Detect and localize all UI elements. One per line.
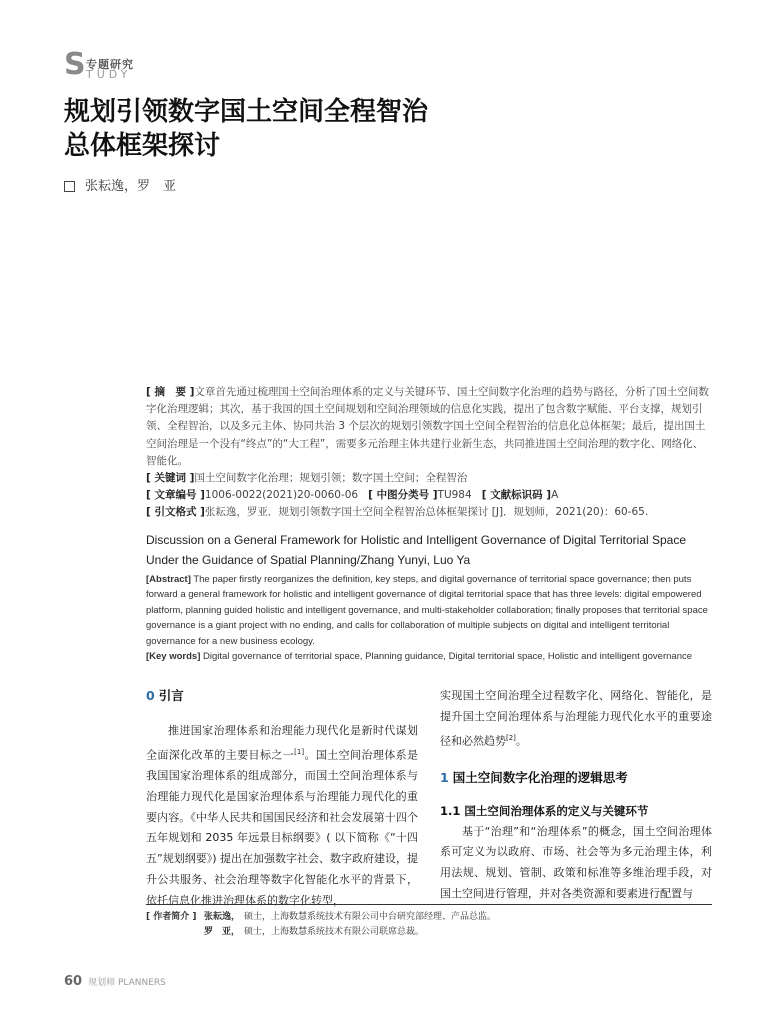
intro-text-c: 实现国土空间治理全过程数字化、网络化、智能化，是提升国土空间治理体系与治理能力现代化水平的重要途径和必然趋势 [440,689,712,748]
section-logo-en: TUDY [86,68,132,81]
square-bullet-icon [64,181,75,192]
abstract-label: [ 摘 要 ] [146,386,195,398]
clc: TU984 [437,489,472,502]
english-title: Discussion on a General Framework for Holistic and Intelligent Governance of Digital Territorial Space Under the Guidance of Spatial Planning/Zhang Yunyi, Luo Ya [146,533,687,567]
intro-text-a: 推进国家治理体系和治理能力现代化是新时代谋划全面深化改革的主要目标之一 [146,723,418,762]
footnote-author2-name: 罗 亚， [204,927,241,937]
footnote-label: [ 作者简介 ] [146,912,197,922]
section-logo [64,47,144,82]
page-footer [64,974,166,989]
article-no-label: [ 文章编号 ] [146,489,205,502]
authors-line [64,175,176,194]
footnote-line-1 [146,910,712,925]
section-0-number: 0 [146,688,155,703]
body-column-left [146,686,418,912]
keywords-paragraph [146,470,712,487]
english-abstract-paragraph [146,572,712,649]
journal-name: 规划师 PLANNERS [88,978,166,988]
english-keywords-label: [Key words] [146,651,201,663]
cite-text: 张耘逸，罗亚．规划引领数字国土空间全程智治总体框架探讨 [J]．规划师，2021(20)：60-65. [204,506,649,519]
clc-label: [ 中图分类号 ] [368,489,438,502]
cite-label: [ 引文格式 ] [146,506,205,519]
english-abstract-text: The paper firstly reorganizes the definition, key steps, and digital governance of territorial space governance; then puts forward a general framework for holistic and intelligent governance of digital territorial space that has three levels: digital empowered platform, planning guided holistic and intelligent governance, and multi-stakeholder collaboration; finally proposes that territorial space governance is a giant project with no ending, and calls for collaboration of multiple subjects on digital and intelligent territorial governance for a new business ecology. [146,574,708,647]
english-keywords-text: Digital governance of territorial space, Planning guidance, Digital territorial space, Holistic and intelligent governance [203,651,693,663]
keywords-label: [ 关键词 ] [146,472,195,485]
footnote-author1-text: 硕士，上海数慧系统技术有限公司中台研究部经理、产品总监。 [244,912,497,922]
section-0-heading [146,686,418,707]
page-number: 60 [64,974,83,989]
article-meta-paragraph [146,487,712,504]
ref-1: [1] [294,747,305,756]
intro-paragraph [146,721,418,912]
cite-paragraph [146,504,712,521]
intro-text-b: 。国土空间治理体系是我国国家治理体系的组成部分，而国土空间治理体系与治理能力现代化是国家治理体系与治理能力现代化的重要内容。《中华人民共和国国民经济和社会发展第十四个五年规划和 2035 年远景目标纲要》( 以下简称《“十四五”规划纲要》) 提出在加强数字社会、数字政府建设，提升公共服务、社会治理等数字化智能化水平的背景下，依托信息化推进治理体系的数字化转型， [146,748,419,907]
section-1-1-heading: 1.1 国土空间治理体系的定义与关键环节 [440,803,649,818]
english-keywords-paragraph [146,649,712,664]
abstract-text: 文章首先通过梳理国土空间治理体系的定义与关键环节、国土空间数字化治理的趋势与路径，分析了国土空间数字化治理逻辑；其次，基于我国的国土空间规划和空间治理领域的信息化实践，提出了包含数字赋能、平台支撑，规划引领、全程智治，以及多元主体、协同共治 3 个层次的规划引领数字国土空间全程智治的信息化总体框架；最后，提出国土空间治理是一个没有“终点”的“大工程”，需要多元治理主体共建行业新生态，共同推进国土空间治理的数字化、网络化、智能化。 [146,386,709,467]
section-1-number: 1 [440,770,449,786]
english-abstract [146,572,712,664]
doc-code-label: [ 文献标识码 ] [481,489,552,502]
abstract-cn [146,384,712,522]
author-bio-footnote [146,910,712,940]
section-logo-letter: S [64,47,86,82]
article-title-line1: 规划引领数字国土空间全程智治 [64,97,429,127]
abstract-paragraph [146,384,712,470]
footnote-line-2 [146,925,712,940]
body-column-right [440,686,712,905]
section-1-title: 国土空间数字化治理的逻辑思考 [452,770,628,786]
authors: 张耘逸，罗 亚 [85,179,177,194]
intro-text-d: 。 [515,734,527,748]
footnote-rule [146,904,712,905]
footnote-author2-text: 硕士，上海数慧系统技术有限公司联席总裁。 [244,927,425,937]
ref-2: [2] [506,733,516,742]
keywords-text: 国土空间数字化治理；规划引领；数字国土空间；全程智治 [194,472,468,485]
article-title [64,95,624,163]
doc-code: A [551,489,559,502]
article-title-line2: 总体框架探讨 [64,131,221,161]
english-abstract-label: [Abstract] [146,574,191,585]
article-no: 1006-0022(2021)20-0060-06 [204,489,359,502]
section-1-heading [440,768,712,789]
section-0-title: 引言 [158,688,184,703]
section-1-1-paragraph: 基于“治理”和“治理体系”的概念，国土空间治理体系可定义为以政府、市场、社会等为多元治理主体，利用法规、规划、管制、政策和标准等多维治理手段，对国土空间进行管理，并对各类资源和要素进行配置与 [440,824,712,901]
intro-paragraph-cont [440,686,712,752]
section-logo-cn: 专题研究 [86,58,134,71]
footnote-author1-name: 张耘逸， [204,912,241,922]
